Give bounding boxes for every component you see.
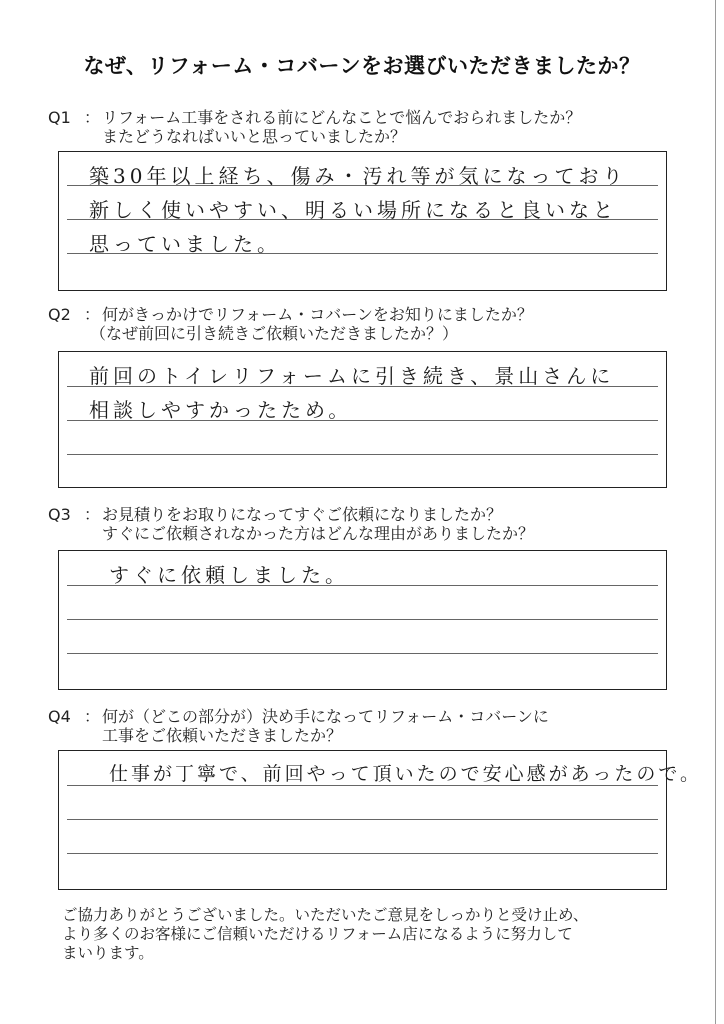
handwritten-answer-line: 新しく使いやすい、明るい場所になると良いなと xyxy=(89,198,617,222)
question-number: Q4 xyxy=(48,707,71,726)
question-number: Q1 xyxy=(48,108,71,127)
question-text-line-1: 何がきっかけでリフォーム・コバーンをお知りにましたか？ xyxy=(102,305,533,324)
question-text-line-1: 何が（どこの部分が）決め手になってリフォーム・コバーンに xyxy=(102,707,549,726)
scan-edge-line xyxy=(715,0,716,1024)
handwritten-answer-line: 仕事が丁寧で、前回やって頂いたので安心感があったので。 xyxy=(109,763,703,785)
question-text-line-2: 工事をご依頼いただきましたか？ xyxy=(102,726,343,745)
question-colon: ： xyxy=(84,707,101,726)
answer-box-2 xyxy=(58,351,667,488)
answer-box-1 xyxy=(58,151,667,291)
closing-message xyxy=(62,906,588,963)
question-colon: ： xyxy=(84,505,101,524)
closing-message-line: まいります。 xyxy=(62,944,154,962)
ruled-line xyxy=(67,853,658,854)
question-1 xyxy=(48,108,581,146)
question-text-line-2: （なぜ前回に引き続きご依頼いただきましたか？） xyxy=(90,324,459,343)
answer-box-3 xyxy=(58,550,667,690)
question-3 xyxy=(48,505,534,543)
question-number: Q2 xyxy=(48,305,71,324)
handwritten-answer-line: すぐに依頼しました。 xyxy=(109,563,349,587)
ruled-line xyxy=(67,819,658,820)
question-text-line-2: すぐにご依頼されなかった方はどんな理由がありましたか？ xyxy=(102,524,535,543)
closing-message-line: より多くのお客様にご信頼いただけるリフォーム店になるように努力して xyxy=(62,925,573,943)
question-2 xyxy=(48,305,533,343)
answer-box-4 xyxy=(58,750,703,890)
ruled-line xyxy=(67,619,658,620)
handwritten-answer-line: 思っていました。 xyxy=(89,232,281,256)
question-text-line-2: またどうなればいいと思っていましたか？ xyxy=(102,127,407,146)
ruled-line xyxy=(67,653,658,654)
handwritten-answer-line: 前回のトイレリフォームに引き続き、景山さんに xyxy=(89,364,615,388)
question-colon: ： xyxy=(84,305,101,324)
handwritten-answer-line: 相談しやすかったため。 xyxy=(89,398,353,422)
question-4 xyxy=(48,707,549,745)
question-text-line-1: リフォーム工事をされる前にどんなことで悩んでおられましたか？ xyxy=(102,108,582,127)
handwritten-answer-line: 築30年以上経ち、傷み・汚れ等が気になっており xyxy=(89,164,627,188)
question-number: Q3 xyxy=(48,505,71,524)
page-title: なぜ、リフォーム・コバーンをお選びいただきましたか？ xyxy=(83,54,641,78)
ruled-line xyxy=(67,454,658,455)
closing-message-line: ご協力ありがとうございました。いただいたご意見をしっかりと受け止め、 xyxy=(62,906,589,924)
question-colon: ： xyxy=(84,108,101,127)
question-text-line-1: お見積りをお取りになってすぐご依頼になりましたか？ xyxy=(102,505,503,524)
